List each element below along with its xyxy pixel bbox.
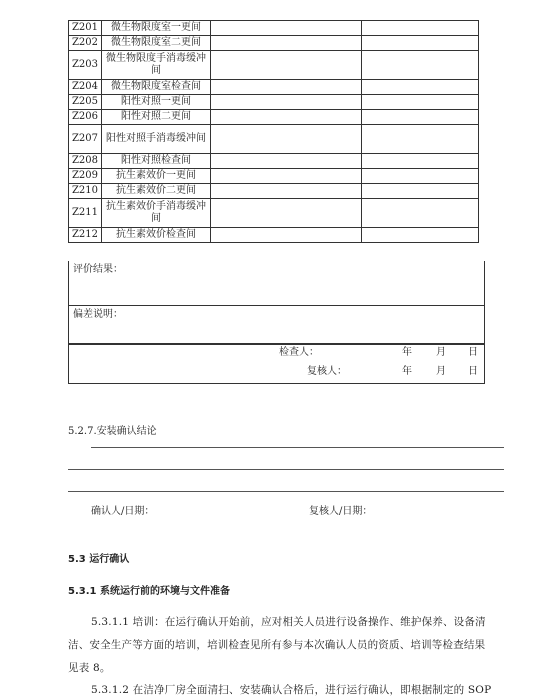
section-heading-53: 5.3 运行确认 [68, 554, 130, 565]
blank-cell [362, 125, 479, 154]
room-name: 抗生素效价手消毒缓冲间 [102, 199, 211, 228]
inspector-label: 检查人： [279, 347, 319, 358]
table-row [69, 169, 479, 184]
blank-cell [211, 80, 362, 95]
blank-cell [362, 51, 479, 80]
blank-cell [211, 125, 362, 154]
review-date-label: 复核人/日期： [309, 506, 373, 517]
paragraph-line: 洁、安全生产等方面的培训，培训检查见所有参与本次确认人员的资质、培训等检查结果 [68, 639, 486, 651]
blank-cell [211, 169, 362, 184]
table-row [69, 125, 479, 154]
table-row [69, 184, 479, 199]
eval-box [68, 261, 485, 306]
room-name: 微生物限度手消毒缓冲间 [102, 51, 211, 80]
room-code: Z212 [69, 228, 102, 243]
room-name: 微生物限度室一更间 [102, 21, 211, 36]
month-label: 月 [436, 347, 446, 358]
blank-cell [362, 228, 479, 243]
room-code: Z207 [69, 125, 102, 154]
blank-cell [211, 21, 362, 36]
table-row [69, 110, 479, 125]
blank-line [68, 469, 504, 470]
blank-cell [362, 95, 479, 110]
blank-cell [211, 228, 362, 243]
room-code: Z206 [69, 110, 102, 125]
blank-cell [211, 199, 362, 228]
room-code: Z205 [69, 95, 102, 110]
room-name: 阳性对照检查间 [102, 154, 211, 169]
confirm-label: 确认人/日期： [91, 506, 155, 517]
eval-label: 评价结果： [73, 264, 123, 275]
section-heading-531: 5.3.1 系统运行前的环境与文件准备 [68, 586, 230, 597]
room-code: Z211 [69, 199, 102, 228]
room-name: 微生物限度室二更间 [102, 36, 211, 51]
blank-line [68, 491, 504, 492]
table-row [69, 80, 479, 95]
paragraph-line: 5.3.1.1 培训：在运行确认开始前，应对相关人员进行设备操作、维护保养、设备清 [91, 616, 486, 628]
deviation-box [68, 305, 485, 345]
table-row [69, 36, 479, 51]
blank-cell [211, 51, 362, 80]
table-row [69, 95, 479, 110]
blank-cell [362, 154, 479, 169]
room-check-table [68, 20, 479, 243]
blank-cell [362, 184, 479, 199]
room-code: Z202 [69, 36, 102, 51]
year-label: 年 [402, 347, 412, 358]
blank-cell [211, 36, 362, 51]
room-code: Z203 [69, 51, 102, 80]
blank-cell [362, 80, 479, 95]
blank-line [91, 447, 504, 448]
table-row [69, 199, 479, 228]
room-code: Z201 [69, 21, 102, 36]
blank-cell [362, 199, 479, 228]
table-row [69, 154, 479, 169]
room-code: Z204 [69, 80, 102, 95]
blank-cell [362, 169, 479, 184]
room-code: Z209 [69, 169, 102, 184]
table-row [69, 51, 479, 80]
deviation-label: 偏差说明： [73, 309, 123, 320]
section-heading-527: 5.2.7.安装确认结论 [68, 426, 157, 437]
room-name: 微生物限度室检查间 [102, 80, 211, 95]
room-name: 阳性对照手消毒缓冲间 [102, 125, 211, 154]
reviewer-label: 复核人： [307, 366, 347, 377]
year-label: 年 [402, 366, 412, 377]
day-label: 日 [468, 347, 478, 358]
table-row [69, 228, 479, 243]
blank-cell [362, 36, 479, 51]
table-row [69, 21, 479, 36]
paragraph-line: 见表 8。 [68, 662, 111, 674]
blank-cell [211, 110, 362, 125]
day-label: 日 [468, 366, 478, 377]
room-name: 阳性对照二更间 [102, 110, 211, 125]
blank-cell [362, 21, 479, 36]
room-name: 阳性对照一更间 [102, 95, 211, 110]
blank-cell [362, 110, 479, 125]
blank-cell [211, 95, 362, 110]
month-label: 月 [436, 366, 446, 377]
room-name: 抗生素效价二更间 [102, 184, 211, 199]
room-name: 抗生素效价一更间 [102, 169, 211, 184]
paragraph-line: 5.3.1.2 在洁净厂房全面清扫、安装确认合格后，进行运行确认，即根据制定的 SOP [91, 684, 492, 696]
room-code: Z210 [69, 184, 102, 199]
signature-box [68, 343, 485, 384]
room-name: 抗生素效价检查间 [102, 228, 211, 243]
blank-cell [211, 154, 362, 169]
room-code: Z208 [69, 154, 102, 169]
blank-cell [211, 184, 362, 199]
